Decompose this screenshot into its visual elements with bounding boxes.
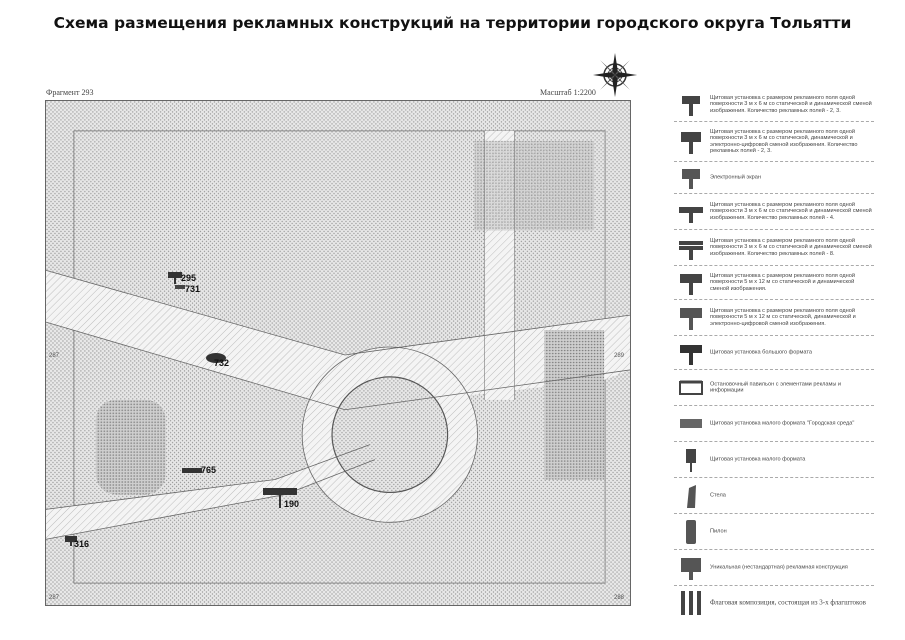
billboard-3x6-digital-icon: [678, 129, 704, 155]
legend-text: Уникальная (нестандартная) рекламная конструкция: [710, 564, 848, 571]
page-title: Схема размещения рекламных конструкций на территории городского округа Тольятти: [53, 14, 852, 32]
roundabout-center: [332, 377, 448, 493]
billboard-5x12-icon: [678, 270, 704, 296]
sign-label: 732: [214, 358, 230, 368]
legend-item: [674, 478, 874, 514]
legend-item: [674, 88, 874, 122]
legend-item: [674, 406, 874, 442]
small-format-city-icon: [678, 411, 704, 437]
block-right: [544, 330, 604, 479]
legend-text: Щитовая установка малого формата: [710, 456, 806, 463]
legend-item: [674, 514, 874, 550]
sign-label: 190: [284, 499, 300, 509]
billboard-3x6-four-icon: [678, 199, 704, 225]
map-frame: [45, 100, 631, 606]
legend-item: [674, 194, 874, 230]
legend-item: [674, 300, 874, 336]
sign-765[interactable]: [181, 464, 217, 482]
large-format-icon: [678, 340, 704, 366]
scale-label: Масштаб 1:2200: [540, 88, 596, 97]
block-top-right: [475, 141, 595, 231]
legend-text: Щитовая установка с размером рекламного поля одной поверхности 3 м х 6 м со статической и динамической сменой изображения. Количество рекламных полей - 8.: [710, 237, 872, 257]
legend-item: [674, 266, 874, 300]
grid-label-right-bottom: 288: [614, 595, 625, 601]
map-canvas: [46, 101, 630, 605]
compass-rose-icon: [592, 52, 638, 98]
legend-item: [674, 550, 874, 586]
legend-text: Пилон: [710, 528, 727, 535]
legend-item: [674, 442, 874, 478]
legend-item: [674, 122, 874, 162]
grid-label-left-top: 287: [49, 353, 60, 359]
unique-structure-icon: [678, 555, 704, 581]
billboard-icon: [181, 467, 203, 477]
block-left: [96, 400, 166, 495]
sign-label: 765: [201, 465, 217, 475]
legend-text: Щитовая установка с размером рекламного поля одной поверхности 5 м х 12 м со статической, динамической и электронно-цифровой сменой изображения.: [710, 307, 856, 327]
legend-item: [674, 370, 874, 406]
sign-190[interactable]: [262, 487, 298, 514]
legend-item: [674, 336, 874, 370]
legend-text: Щитовая установка большого формата: [710, 349, 812, 356]
legend-text: Щитовая установка малого формата "Городская среда": [710, 420, 855, 427]
legend-item: [674, 586, 874, 620]
sign-label: 731: [185, 284, 201, 294]
sign-732[interactable]: [206, 351, 230, 369]
stele-icon: [678, 483, 704, 509]
flag-composition-icon: [678, 590, 704, 616]
legend-text: Щитовая установка с размером рекламного поля одной поверхности 3 м х 6 м со статической и динамической сменой изображения. Количество рекламных полей - 2, 3.: [710, 94, 872, 114]
legend-text: Стела: [710, 492, 726, 499]
legend-text: Щитовая установка с размером рекламного поля одной поверхности 3 м х 6 м со статической и динамической сменой изображения. Количество рекламных полей - 4.: [710, 201, 872, 221]
legend-text: Электронный экран: [710, 174, 761, 181]
electronic-screen-icon: [678, 165, 704, 191]
sign-label: 316: [74, 539, 90, 549]
billboard-5x12-digital-icon: [678, 305, 704, 331]
fragment-label: Фрагмент 293: [46, 88, 94, 97]
sign-731[interactable]: [174, 281, 201, 299]
legend-text: Щитовая установка с размером рекламного поля одной поверхности 5 м х 12 м со статической и динамической сменой изображения.: [710, 272, 855, 292]
pylon-icon: [678, 519, 704, 545]
legend-text: Щитовая установка с размером рекламного поля одной поверхности 3 м х 6 м со статической, динамической и электронно-цифровой сменой изображения. Количество рекламных полей - 2, 3.: [710, 128, 858, 155]
small-format-icon: [678, 447, 704, 473]
sign-316[interactable]: [64, 534, 90, 552]
grid-label-right-top: 289: [614, 353, 625, 359]
grid-label-left-bottom: 287: [49, 595, 60, 601]
legend-item: [674, 162, 874, 194]
sign-label: 295: [181, 273, 197, 283]
billboard-3x6-eight-icon: [678, 235, 704, 261]
legend-text: Остановочный павильон с элементами рекламы и информации: [710, 380, 842, 394]
legend-item: [674, 230, 874, 266]
pavilion-icon: [678, 375, 704, 401]
billboard-3x6-small-icon: [678, 92, 704, 118]
legend-text: Флаговая композиция, состоящая из 3-х флагштоков: [710, 598, 866, 607]
